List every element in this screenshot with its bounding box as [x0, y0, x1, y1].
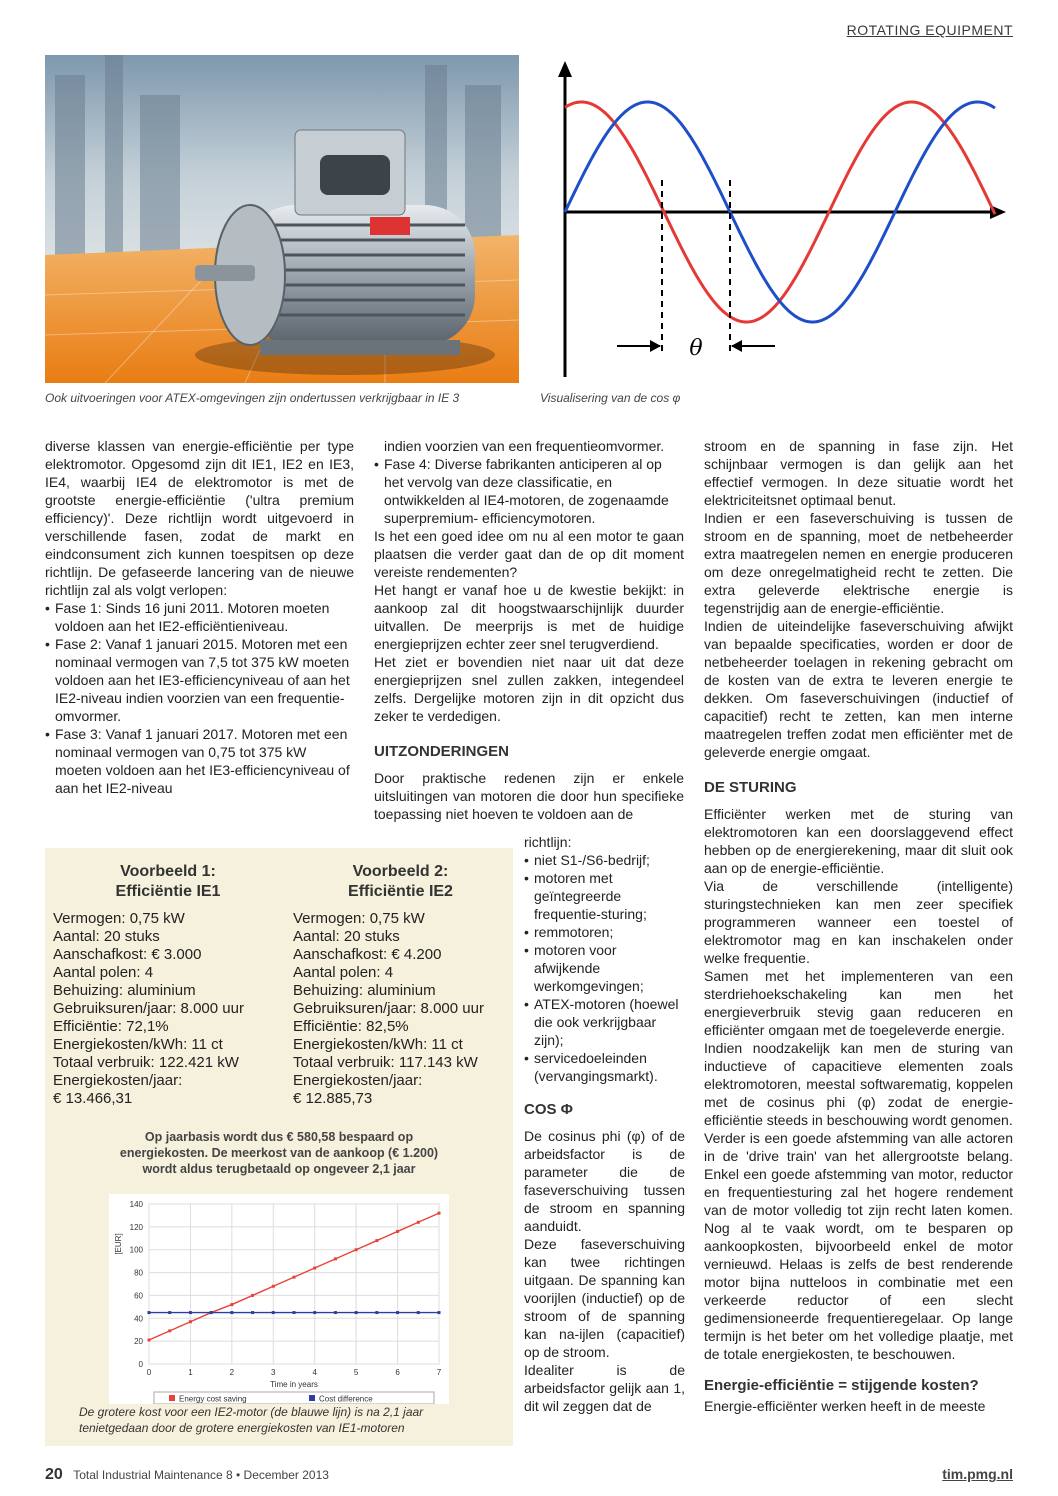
- example-2-subtitle: Efficiëntie IE2: [348, 883, 453, 900]
- data-point: [396, 1230, 399, 1233]
- col2b-paragraph: Deze faseverschuiving kan twee richtingen uitgaan. De spanning kan voorijlen (inductief) op de stroom of de spanning kan na-ijlen (capacitief) op de stroom.: [524, 1236, 685, 1360]
- data-point: [355, 1311, 358, 1314]
- column-3: [704, 437, 1013, 1415]
- data-point: [189, 1320, 192, 1323]
- y-tick-label: 140: [129, 1200, 143, 1209]
- legend-label: Energy cost saving: [179, 1394, 247, 1404]
- data-point: [168, 1329, 171, 1332]
- exclusion-item: • ATEX-motoren (hoewel die ook verkrijgbaar zijn);: [524, 995, 685, 1049]
- col2b-continued: richtlijn:: [524, 834, 572, 850]
- savings-summary: Op jaarbasis wordt dus € 580,58 bespaard op energiekosten. De meerkost van de aankoop (€ 1.200) wordt aldus terugbetaald op ongeveer 2,1 jaar: [119, 1130, 439, 1176]
- data-point: [148, 1339, 151, 1342]
- heading-cos-phi: COS Φ: [524, 1101, 573, 1118]
- plot-area: [149, 1204, 439, 1364]
- x-tick-label: 3: [271, 1368, 276, 1377]
- col2-continued: indien voorzien van een frequentieomvormer.: [384, 438, 665, 454]
- example-line: Aantal: 20 stuks: [293, 928, 400, 945]
- data-point: [251, 1294, 254, 1297]
- example-line: Behuizing: aluminium: [53, 982, 196, 999]
- data-point: [438, 1311, 441, 1314]
- data-point: [272, 1311, 275, 1314]
- example-line: € 12.885,73: [293, 1090, 373, 1107]
- x-tick-label: 2: [229, 1368, 235, 1377]
- column-2: [374, 437, 684, 823]
- example-line: Aantal polen: 4: [293, 964, 394, 981]
- example-2-title: Voorbeeld 2:: [352, 863, 449, 880]
- example-line: € 13.466,31: [53, 1090, 133, 1107]
- x-axis-label: Time in years: [270, 1380, 318, 1389]
- data-point: [313, 1267, 316, 1270]
- example-1: [53, 862, 283, 1108]
- data-point: [293, 1311, 296, 1314]
- data-point: [251, 1311, 254, 1314]
- data-point: [189, 1311, 192, 1314]
- heading-uitzonderingen: UITZONDERINGEN: [374, 743, 509, 760]
- col3-paragraph: stroom en de spanning in fase zijn. Het schijnbaar vermogen is dan gelijk aan het effectief vermogen. In deze situatie wordt het elektriciteitsnet optimaal benut.: [704, 438, 1013, 508]
- y-tick-label: 60: [134, 1291, 143, 1301]
- phase-diagram: [540, 55, 1010, 385]
- example-line: Gebruiksuren/jaar: 8.000 uur: [53, 1000, 244, 1017]
- x-tick-label: 7: [436, 1368, 442, 1377]
- col3-paragraph: Energie-efficiënter werken heeft in de meeste: [704, 1398, 986, 1414]
- theta-label: θ: [689, 336, 703, 361]
- example-line: Aanschafkost: € 3.000: [53, 946, 202, 963]
- example-line: Vermogen: 0,75 kW: [293, 910, 425, 927]
- y-axis-label: [EUR]: [114, 1233, 123, 1255]
- data-point: [396, 1311, 399, 1314]
- col3-paragraph: Indien de uiteindelijke faseverschuiving afwijkt van bepaalde specificaties, worden er door de netbeheerder toelagen in rekening gebracht om de kosten van de extra te leveren energie te dekken. Om faseverschuivingen (inductief of capacitief) recht te zetten, kan men interne maatregelen treffen zodat men efficiënter met de geleverde energie omgaat.: [704, 618, 1013, 760]
- example-line: Aantal: 20 stuks: [53, 928, 160, 945]
- col3-paragraph: Efficiënter werken met de sturing van elektromotoren kan een doorslaggevend effect hebben op de energierekening, maar dit sluit ook aan op de energie-efficiëntie.: [704, 806, 1013, 876]
- theta-arrow-right-head: [731, 340, 742, 352]
- legend-swatch: [169, 1395, 175, 1401]
- cos-caption: Visualisering van de cos φ: [540, 391, 681, 405]
- column-1: [45, 437, 354, 797]
- column-2b: [524, 833, 685, 1415]
- col2b-paragraph: De cosinus phi (φ) of de arbeidsfactor is de parameter die de faseverschuiving tussen de stroom en spanning aanduidt.: [524, 1128, 685, 1234]
- data-point: [230, 1311, 233, 1314]
- example-line: Totaal verbruik: 122.421 kW: [53, 1054, 239, 1071]
- col1-list-item: • Fase 3: Vanaf 1 januari 2017. Motoren met een nominaal vermogen van 0,75 tot 375 kW moeten voldoen aan het IE3-efficiencyniveau of aan het IE2-niveau: [45, 725, 354, 797]
- publication-name: Total Industrial Maintenance 8 • December 2013: [73, 1468, 329, 1482]
- col1-list-item: • Fase 2: Vanaf 1 januari 2015. Motoren met een nominaal vermogen van 7,5 tot 375 kW moeten voldoen aan het IE3-efficiencyniveau of aan het IE2-niveau indien voorzien van een frequentie-omvormer.: [45, 635, 354, 725]
- x-tick-label: 0: [146, 1368, 152, 1377]
- example-line: Efficiëntie: 82,5%: [293, 1018, 409, 1035]
- heading-de-sturing: DE STURING: [704, 779, 797, 796]
- example-line: Behuizing: aluminium: [293, 982, 436, 999]
- footer-left: [45, 1466, 329, 1484]
- heading-energie-efficientie: Energie-efficiëntie = stijgende kosten?: [704, 1377, 979, 1394]
- data-point: [375, 1311, 378, 1314]
- data-point: [334, 1311, 337, 1314]
- y-axis-arrow: [558, 61, 572, 77]
- example-line: Gebruiksuren/jaar: 8.000 uur: [293, 1000, 484, 1017]
- chart-caption: De grotere kost voor een IE2-motor (de blauwe lijn) is na 2,1 jaar tenietgedaan door de grotere energiekosten van IE1-motoren: [79, 1405, 424, 1435]
- col2-paragraph: Het ziet er bovendien niet naar uit dat deze energieprijzen snel zullen zakken, integendeel zelfs. Dergelijke motoren zijn in dit opzicht dus zeker te verdedigen.: [374, 654, 684, 724]
- col2-list-item: • Fase 4: Diverse fabrikanten anticiperen al op het vervolg van deze classificatie, en ontwikkelden al IE4-motoren, de zogenaamde superpremium- efficiencymotoren.: [374, 455, 684, 527]
- col3-paragraph: Samen met het implementeren van een sterdriehoekschakeling kan men het energieverbruik stevig gaan reduceren en efficiënter omgaan met de toegeleverde energie.: [704, 968, 1013, 1038]
- col3-paragraph: Verder is een goede afstemming van alle actoren in de 'drive train' van het allergrootste belang. Enkel een goede afstemming van motor, reductor en frequentiesturing zal het hogere rendement van de motor volledig tot zijn recht laten komen. Nog al te vaak wordt, om te besparen op aankoopkosten, bijvoorbeeld enkel de motor vernieuwd. Helaas is zelfs de best renderende motor bijna nutteloos in combinatie met een verkeerde reductor of een slecht gedimensioneerde frequentieregelaar. Op lange termijn is het beter om het volledige plaatje, met de totale energiekosten, te beschouwen.: [704, 1130, 1013, 1362]
- y-tick-label: 80: [134, 1268, 143, 1278]
- phase-diagram-svg: [540, 55, 1010, 385]
- data-point: [355, 1248, 358, 1251]
- example-line: Aantal polen: 4: [53, 964, 154, 981]
- exclusion-item: • niet S1-/S6-bedrijf;: [524, 851, 685, 869]
- savings-chart: [109, 1194, 449, 1404]
- y-tick-label: 120: [129, 1222, 143, 1232]
- section-title: ROTATING EQUIPMENT: [846, 22, 1013, 38]
- example-line: Efficiëntie: 72,1%: [53, 1018, 169, 1035]
- example-line: Aanschafkost: € 4.200: [293, 946, 442, 963]
- example-1-lines: [53, 910, 283, 1108]
- data-point: [230, 1303, 233, 1306]
- col3-paragraph: Indien er een faseverschuiving is tussen de stroom en de spanning, moet de netbeheerder extra maatregelen nemen en energie produceren om deze onregelmatigheid recht te zetten. Die extra geleverde elektrische energie is tegenstrijdig aan de energie-efficiëntie.: [704, 510, 1013, 616]
- y-tick-label: 100: [129, 1245, 143, 1255]
- y-tick-label: 0: [138, 1360, 143, 1369]
- data-point: [148, 1311, 151, 1314]
- exclusion-item: • motoren met geïntegreerde frequentie-sturing;: [524, 869, 685, 923]
- x-tick-label: 1: [188, 1368, 193, 1377]
- exclusion-item: • remmotoren;: [524, 923, 685, 941]
- exclusion-item: • motoren voor afwijkende werkomgevingen;: [524, 941, 685, 995]
- example-line: Energiekosten/kWh: 11 ct: [293, 1036, 463, 1053]
- x-tick-label: 5: [353, 1368, 359, 1377]
- col3-paragraph: Via de verschillende (intelligente) sturingstechnieken kan men zeer specifiek programmeren wanneer een toestel of elektromotor mag en kan inschakelen onder welke frequentie.: [704, 878, 1013, 966]
- x-tick-label: 6: [395, 1368, 400, 1377]
- exclusion-item: • servicedoeleinden (vervangingsmarkt).: [524, 1049, 685, 1085]
- motor-illustration: [45, 55, 519, 383]
- col2b-paragraph: Idealiter is de arbeidsfactor gelijk aan 1, dit wil zeggen dat de: [524, 1362, 685, 1414]
- motor-photo: [45, 55, 519, 383]
- data-point: [272, 1285, 275, 1288]
- example-2: [293, 862, 508, 1108]
- example-line: Energiekosten/kWh: 11 ct: [53, 1036, 223, 1053]
- page-number: 20: [45, 1466, 63, 1483]
- col2-paragraph: Door praktische redenen zijn er enkele uitsluitingen van motoren die door hun specifieke toepassing niet hoeven te voldoen aan de: [374, 770, 684, 822]
- legend-label: Cost difference: [319, 1394, 373, 1404]
- example-line: Totaal verbruik: 117.143 kW: [293, 1054, 478, 1071]
- data-point: [168, 1311, 171, 1314]
- motor-caption: Ook uitvoeringen voor ATEX-omgevingen zijn ondertussen verkrijgbaar in IE 3: [45, 391, 460, 405]
- example-box: [45, 848, 513, 1446]
- data-point: [313, 1311, 316, 1314]
- data-point: [417, 1311, 420, 1314]
- example-2-lines: [293, 910, 508, 1108]
- y-tick-label: 20: [134, 1337, 143, 1347]
- data-point: [210, 1311, 213, 1314]
- website-link[interactable]: tim.pmg.nl: [942, 1466, 1013, 1482]
- y-tick-label: 40: [134, 1314, 143, 1324]
- data-point: [375, 1239, 378, 1242]
- example-line: Energiekosten/jaar:: [293, 1072, 423, 1089]
- example-1-title: Voorbeeld 1:: [120, 863, 216, 880]
- data-point: [293, 1276, 296, 1279]
- example-line: Vermogen: 0,75 kW: [53, 910, 185, 927]
- data-point: [334, 1257, 337, 1260]
- example-line: Energiekosten/jaar:: [53, 1072, 183, 1089]
- x-tick-label: 4: [312, 1368, 317, 1377]
- data-point: [417, 1221, 420, 1224]
- legend-swatch: [309, 1395, 315, 1401]
- col1-paragraph: diverse klassen van energie-efficiëntie per type elektromotor. Opgesomd zijn dit IE1, IE2 en IE3, IE4, waarbij IE4 de elektromotor is met de grootste energie-efficiëntie ('ultra premium efficiency)'. Deze richtlijn wordt uitgevoerd in verschillende fasen, zodat de markt en eindconsument zich kunnen toespitsen op deze richtlijn. De gefaseerde lancering van de nieuwe richtlijn zal als volgt verlopen:: [45, 438, 354, 598]
- savings-chart-svg: [109, 1194, 449, 1404]
- data-point: [438, 1212, 441, 1215]
- theta-arrow-left-head: [650, 340, 661, 352]
- col1-list-item: • Fase 1: Sinds 16 juni 2011. Motoren moeten voldoen aan het IE2-efficiëntieniveau.: [45, 599, 354, 635]
- col2-paragraph: Is het een goed idee om nu al een motor te gaan plaatsen die verder gaat dan de op dit moment vereiste rendementen?: [374, 528, 684, 580]
- col2-paragraph: Het hangt er vanaf hoe u de kwestie bekijkt: in aankoop zal dit hoogstwaarschijnlijk duurder uitvallen. De meerprijs is met de huidige energieprijzen echter zeer snel terugverdiend.: [374, 582, 684, 652]
- example-1-subtitle: Efficiëntie IE1: [115, 883, 221, 900]
- col3-paragraph: Indien noodzakelijk kan men de sturing van inductieve of capacitieve elementen zoals elektromotoren, meestal softwarematig, koppelen met de cosinus phi (φ) zodat de energie-efficiëntie steeds in beschouwing wordt genomen.: [704, 1040, 1013, 1128]
